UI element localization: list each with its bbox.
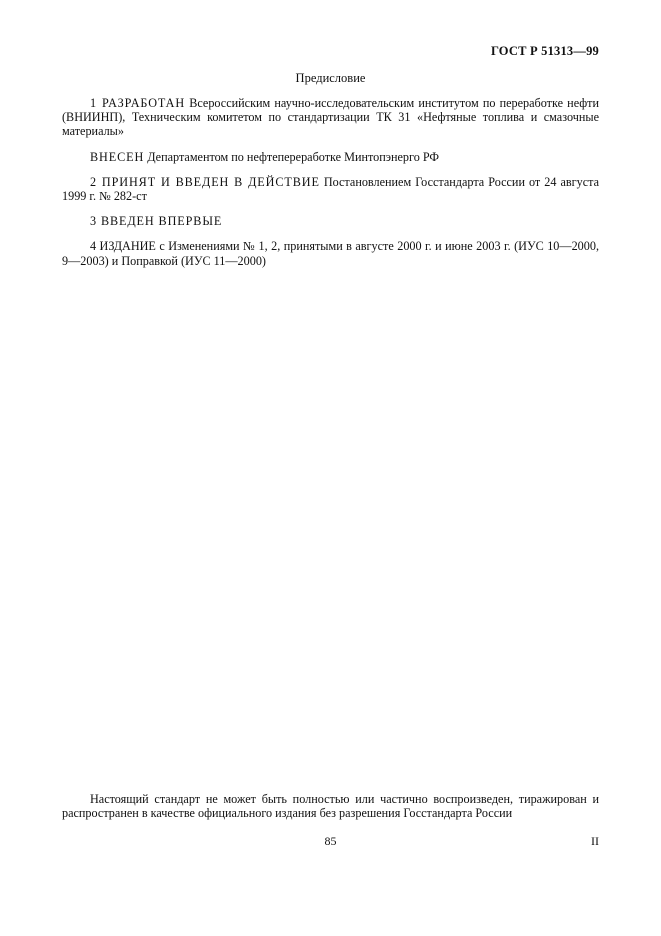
paragraph-first-introduced-lead: 3 ВВЕДЕН ВПЕРВЫЕ <box>90 214 223 229</box>
paragraph-submitted <box>62 150 599 164</box>
paragraph-adopted <box>62 175 599 203</box>
paragraph-developed-text: Всероссийским научно-исследовательским институтом по переработке нефти (ВНИИНП), Техническим комитетом по стандартизации ТК 31 «Нефтяные топлива и смазочные материалы» <box>62 96 599 139</box>
paragraph-developed-lead: 1 РАЗРАБОТАН <box>90 96 186 110</box>
standard-code: ГОСТ Р 51313—99 <box>490 44 599 58</box>
page-title: Предисловие <box>295 71 366 85</box>
paragraph-developed <box>62 96 599 139</box>
copyright-notice <box>62 792 599 820</box>
paragraph-adopted-text: Постановлением Госстандарта России от 24 августа 1999 г. № 282-ст <box>62 174 599 204</box>
paragraph-adopted-lead: 2 ПРИНЯТ И ВВЕДЕН В ДЕЙСТВИЕ <box>90 174 320 189</box>
paragraph-submitted-text: Департаментом по нефтепереработке Минтопэнерго РФ <box>144 149 440 164</box>
paragraph-edition <box>62 239 599 267</box>
preface-content <box>62 96 599 279</box>
roman-page-number: II <box>591 834 599 848</box>
copyright-notice-text: Настоящий стандарт не может быть полностью или частично воспроизведен, тиражирован и распространен в качестве официального издания без разрешения Госстандарта России <box>62 792 599 821</box>
paragraph-submitted-lead: ВНЕСЕН <box>90 149 145 164</box>
paragraph-first-introduced <box>62 214 599 228</box>
paragraph-edition-text: с Изменениями № 1, 2, принятыми в августе 2000 г. и июне 2003 г. (ИУС 10—2000, 9—2003) и Поправкой (ИУС 11—2000) <box>62 239 599 268</box>
page-number: 85 <box>324 834 337 848</box>
paragraph-edition-lead: 4 ИЗДАНИЕ <box>90 239 156 254</box>
